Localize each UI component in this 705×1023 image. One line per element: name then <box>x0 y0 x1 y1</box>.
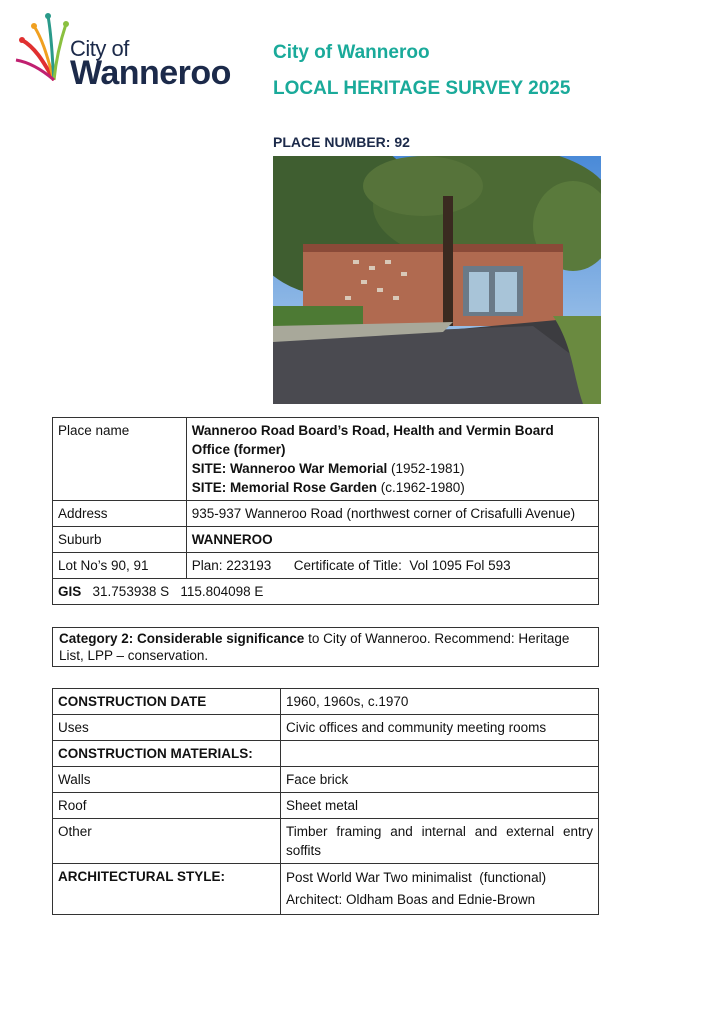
style-text: Post World War Two minimalist (functional) <box>286 870 547 885</box>
construction-date-label-text: CONSTRUCTION DATE <box>58 694 207 709</box>
table-row <box>53 741 599 767</box>
construction-table <box>52 688 599 915</box>
suburb-value <box>186 527 598 553</box>
table-row <box>53 579 599 605</box>
site-2-dates: (c.1962-1980) <box>376 480 465 495</box>
construction-date-label <box>53 689 281 715</box>
page-title: City of Wanneroo <box>273 42 430 63</box>
architect-text: Architect: Oldham Boas and Ednie-Brown <box>286 892 536 907</box>
materials-label-text: CONSTRUCTION MATERIALS: <box>58 746 253 761</box>
walls-label: Walls <box>53 767 281 793</box>
suburb-text: WANNEROO <box>191 532 273 547</box>
materials-value <box>281 741 599 767</box>
place-name-label: Place name <box>53 418 187 501</box>
other-value: Timber framing and internal and external entry soffits <box>281 819 599 864</box>
style-value <box>281 864 599 915</box>
roof-label: Roof <box>53 793 281 819</box>
category-label: Category 2: Considerable significance <box>59 631 305 646</box>
table-row <box>53 864 599 915</box>
lot-label: Lot No’s 90, 91 <box>53 553 187 579</box>
place-name-main: Wanneroo Road Board’s Road, Health and Vermin Board Office (former) <box>191 423 554 457</box>
address-label: Address <box>53 501 187 527</box>
place-number: PLACE NUMBER: 92 <box>273 134 410 150</box>
category-table <box>52 627 599 667</box>
table-row <box>53 767 599 793</box>
site-1-name: SITE: Wanneroo War Memorial <box>191 461 388 476</box>
table-row <box>53 527 599 553</box>
table-row <box>53 628 599 667</box>
roof-value: Sheet metal <box>281 793 599 819</box>
plan-value: Plan: 223193 <box>191 558 272 573</box>
table-row <box>53 553 599 579</box>
table-row <box>53 689 599 715</box>
certificate-title-value: Certificate of Title: Vol 1095 Fol 593 <box>293 558 511 573</box>
place-details-table <box>52 417 599 605</box>
category-text: to City of Wanneroo. Recommend: Heritage List, LPP – conservation. <box>59 631 570 663</box>
style-label <box>53 864 281 915</box>
table-row <box>53 819 599 864</box>
construction-date-value: 1960, 1960s, c.1970 <box>281 689 599 715</box>
site-1-dates: (1952-1981) <box>387 461 465 476</box>
category-cell <box>53 628 599 667</box>
suburb-label: Suburb <box>53 527 187 553</box>
table-row <box>53 418 599 501</box>
logo-line-1: City of <box>70 36 129 61</box>
wattle-emblem-icon <box>14 8 74 88</box>
table-row <box>53 793 599 819</box>
gis-label: GIS <box>58 584 82 599</box>
page-subtitle: LOCAL HERITAGE SURVEY 2025 <box>273 78 571 99</box>
city-logo <box>14 8 231 92</box>
other-label: Other <box>53 819 281 864</box>
logo-line-2: Wanneroo <box>70 54 231 92</box>
plan-title-value <box>186 553 598 579</box>
uses-value: Civic offices and community meeting rooms <box>281 715 599 741</box>
address-value: 935-937 Wanneroo Road (northwest corner of Crisafulli Avenue) <box>186 501 598 527</box>
table-row <box>53 501 599 527</box>
table-row <box>53 715 599 741</box>
place-name-value <box>186 418 598 501</box>
walls-value: Face brick <box>281 767 599 793</box>
gis-cell <box>53 579 599 605</box>
place-photo <box>273 156 601 404</box>
materials-label <box>53 741 281 767</box>
site-2-name: SITE: Memorial Rose Garden <box>191 480 377 495</box>
uses-label: Uses <box>53 715 281 741</box>
gis-value: 31.753938 S 115.804098 E <box>92 584 264 599</box>
style-label-text: ARCHITECTURAL STYLE: <box>58 869 225 884</box>
